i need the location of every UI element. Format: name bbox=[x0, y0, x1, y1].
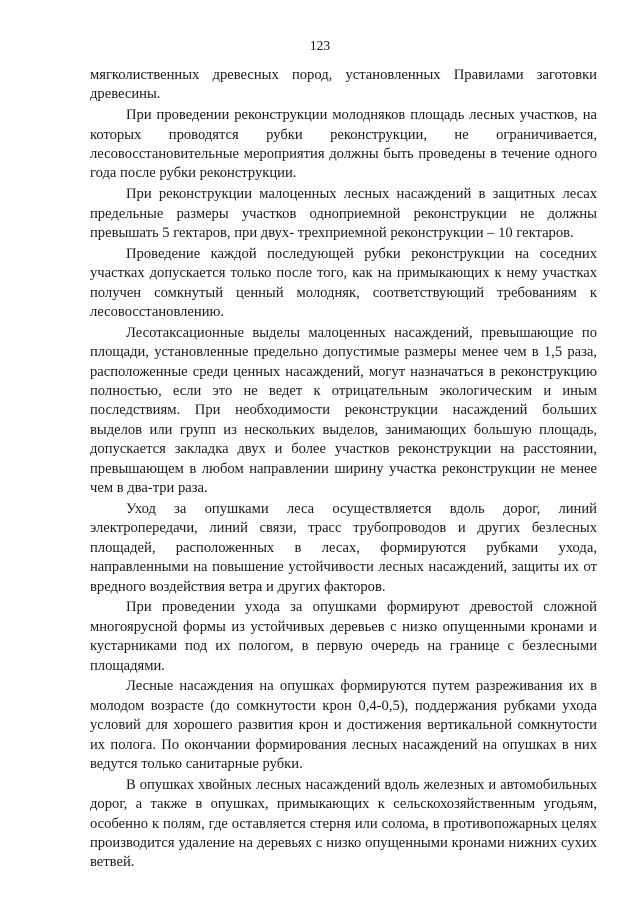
paragraph-fire-prevention-pruning: В опушках хвойных лесных насаждений вдоль железных и автомобильных дорог, а также в опушках, примыкающих к сельскохозяйственным угодьям, особенно к полям, где оставляется стерня или солома, в противопожарных целях производится удаление на деревьях с низко опущенными кронами нижних сухих ветвей. bbox=[90, 776, 597, 871]
paragraph-forest-edge-care: Уход за опушками леса осуществляется вдоль дорог, линий электропередачи, линий связи, трасс трубопроводов и других безлесных площадей, расположенных в лесах, формируются рубками ухода, направленными на повышение устойчивости лесных насаждений, защиты их от вредного воздействия ветра и других факторов. bbox=[90, 500, 597, 595]
paragraph-low-value-reconstruction-limits: При реконструкции малоценных лесных насаждений в защитных лесах предельные размеры участков одноприемной реконструкции не должны превышать 5 гектаров, при двух- трехприемной реконструкции – 10 гектаров. bbox=[90, 186, 597, 242]
paragraph-edge-thinning: Лесные насаждения на опушках формируются путем разреживания их в молодом возрасте (до сомкнутости крон 0,4-0,5), поддержания рубками ухода условий для хорошего развития крон и достижения вертикальной сомкнутости их полога. По окончании формирования лесных насаждений на опушках в них ведутся только санитарные рубки. bbox=[90, 678, 597, 772]
paragraph-continuation: мягколиственных древесных пород, установленных Правилами заготовки древесины. bbox=[90, 67, 597, 103]
page-number: 123 bbox=[309, 38, 331, 53]
paragraph-young-stands-reconstruction: При проведении реконструкции молодняков площадь лесных участков, на которых проводятся рубки реконструкции, не ограничивается, лесовосстановительные мероприятия должны быть проведены в течение одного года после рубки реконструкции. bbox=[90, 107, 597, 182]
paragraph-subsequent-cutting: Проведение каждой последующей рубки реконструкции на соседних участках допускается только после того, как на примыкающих к нему участках получен сомкнутый ценный молодняк, соответствующий требованиям к лесовосстановлению. bbox=[90, 245, 597, 321]
document-body bbox=[90, 66, 597, 874]
paragraph-forest-inventory-plots: Лесотаксационные выделы малоценных насаждений, превышающие по площади, установленные предельно допустимые размеры менее чем в 1,5 раза, расположенные среди ценных насаждений, могут назначаться в реконструкцию полностью, если это не ведет к отрицательным экологическим и иным последствиям. При необходимости реконструкции насаждений больших выделов или групп из нескольких выделов, занимающих большую площадь, допускается закладка двух и более участков реконструкции на расстоянии, превышающем в любом направлении ширину участка реконструкции не менее чем в два-три раза. bbox=[90, 324, 597, 497]
paragraph-edge-stand-formation: При проведении ухода за опушками формируют древостой сложной многоярусной формы из устойчивых деревьев с низко опущенными кронами и кустарниками под их пологом, в первую очередь на границе с безлесными площадями. bbox=[90, 599, 597, 674]
